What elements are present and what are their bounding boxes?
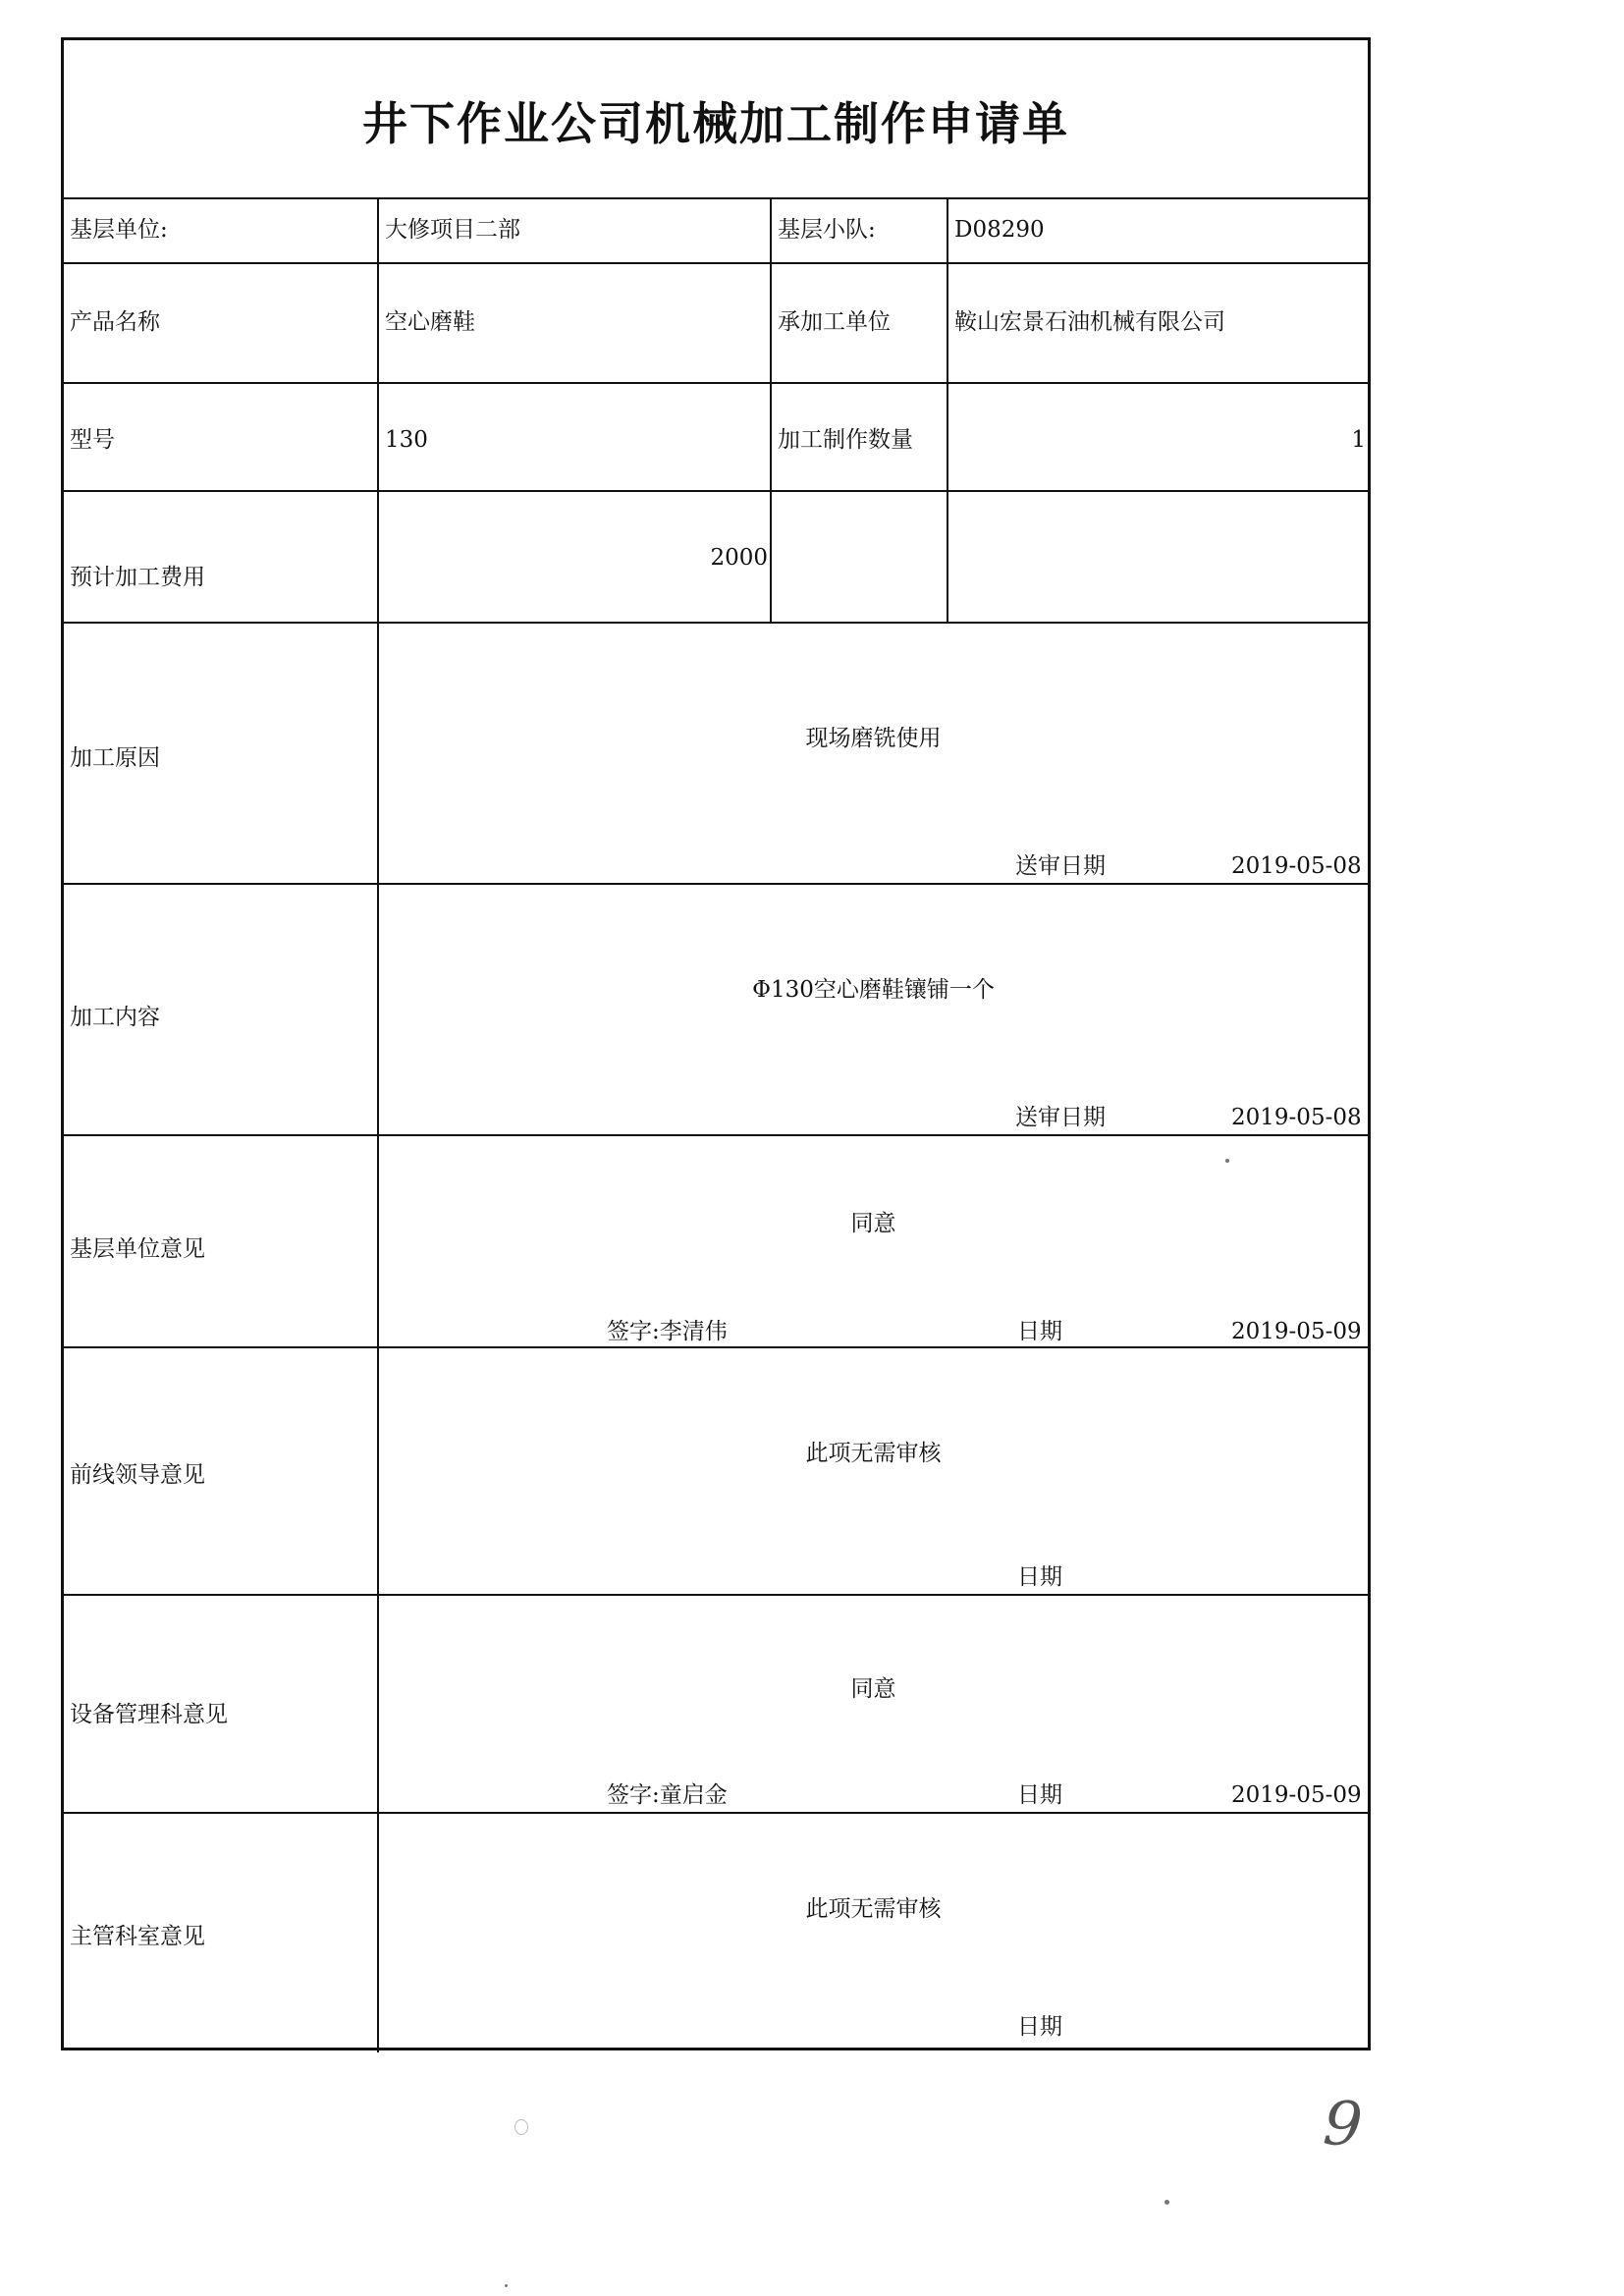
dept-opinion-cell bbox=[377, 1814, 1368, 2052]
reason-cell bbox=[377, 624, 1368, 885]
content-cell bbox=[377, 885, 1368, 1136]
equipment-opinion-date-value: 2019-05-09 bbox=[1231, 1782, 1362, 1808]
row-content bbox=[64, 883, 1368, 1136]
unit-opinion-label: 基层单位意见 bbox=[70, 1236, 205, 1262]
contractor-value: 鞍山宏景石油机械有限公司 bbox=[954, 309, 1225, 335]
contractor-label: 承加工单位 bbox=[778, 309, 891, 335]
dept-opinion-date-label: 日期 bbox=[1017, 2014, 1062, 2040]
unit-opinion-date-label: 日期 bbox=[1017, 1319, 1062, 1344]
row-product bbox=[64, 262, 1368, 384]
dept-opinion-content: 此项无需审核 bbox=[805, 1896, 942, 1922]
scan-speck bbox=[1225, 1159, 1229, 1163]
quantity-label: 加工制作数量 bbox=[778, 427, 913, 453]
row-basic-unit bbox=[64, 197, 1368, 264]
handwritten-page-number: 9 bbox=[1321, 2086, 1365, 2161]
unit-opinion-date-value: 2019-05-09 bbox=[1231, 1319, 1362, 1344]
content-content: Φ130空心磨鞋镶铺一个 bbox=[752, 977, 995, 1003]
unit-opinion-content: 同意 bbox=[850, 1211, 896, 1236]
reason-label: 加工原因 bbox=[70, 745, 160, 771]
equipment-opinion-sign: 签字:童启金 bbox=[607, 1782, 728, 1808]
scan-speck bbox=[505, 2284, 508, 2287]
row-unit-opinion bbox=[64, 1134, 1368, 1348]
content-label: 加工内容 bbox=[70, 1005, 160, 1030]
equipment-opinion-cell bbox=[377, 1596, 1368, 1814]
product-name-value: 空心磨鞋 bbox=[385, 309, 475, 335]
model-value: 130 bbox=[385, 427, 428, 453]
row-est-cost bbox=[64, 490, 1368, 624]
application-form bbox=[61, 37, 1371, 2050]
scan-speck-ring bbox=[514, 2119, 528, 2135]
frontline-opinion-cell bbox=[377, 1348, 1368, 1596]
quantity-value: 1 bbox=[1351, 427, 1366, 453]
equipment-opinion-label: 设备管理科意见 bbox=[70, 1702, 228, 1727]
est-cost-value: 2000 bbox=[710, 545, 768, 571]
row-dept-opinion bbox=[64, 1812, 1368, 2052]
reason-date-value: 2019-05-08 bbox=[1231, 853, 1362, 879]
product-name-label: 产品名称 bbox=[70, 309, 160, 335]
reason-date-label: 送审日期 bbox=[1015, 853, 1106, 879]
scan-speck bbox=[1164, 2200, 1169, 2205]
unit-opinion-cell bbox=[377, 1136, 1368, 1348]
empty-cell-b bbox=[947, 492, 1368, 624]
content-date-value: 2019-05-08 bbox=[1231, 1105, 1362, 1130]
equipment-opinion-date-label: 日期 bbox=[1017, 1782, 1062, 1808]
form-title: 井下作业公司机械加工制作申请单 bbox=[362, 97, 1069, 150]
basic-team-label: 基层小队: bbox=[778, 217, 876, 243]
basic-team-cell bbox=[947, 199, 1368, 264]
row-reason bbox=[64, 622, 1368, 885]
model-label: 型号 bbox=[70, 427, 115, 453]
quantity-cell bbox=[947, 384, 1368, 492]
est-cost-cell bbox=[377, 492, 770, 624]
frontline-opinion-date-label: 日期 bbox=[1017, 1564, 1062, 1590]
unit-opinion-sign: 签字:李清伟 bbox=[607, 1319, 728, 1344]
content-date-label: 送审日期 bbox=[1015, 1105, 1106, 1130]
equipment-opinion-content: 同意 bbox=[850, 1676, 896, 1702]
row-equipment-opinion bbox=[64, 1594, 1368, 1814]
contractor-cell bbox=[947, 264, 1368, 384]
frontline-opinion-label: 前线领导意见 bbox=[70, 1462, 205, 1488]
basic-team-value: D08290 bbox=[954, 217, 1045, 243]
row-frontline-opinion bbox=[64, 1346, 1368, 1596]
frontline-opinion-content: 此项无需审核 bbox=[805, 1441, 942, 1466]
est-cost-label: 预计加工费用 bbox=[70, 565, 205, 590]
basic-unit-value: 大修项目二部 bbox=[385, 217, 520, 243]
row-model bbox=[64, 382, 1368, 492]
empty-cell-a bbox=[770, 492, 947, 624]
reason-content: 现场磨铣使用 bbox=[805, 726, 942, 751]
basic-unit-label: 基层单位: bbox=[70, 217, 168, 243]
dept-opinion-label: 主管科室意见 bbox=[70, 1924, 205, 1949]
